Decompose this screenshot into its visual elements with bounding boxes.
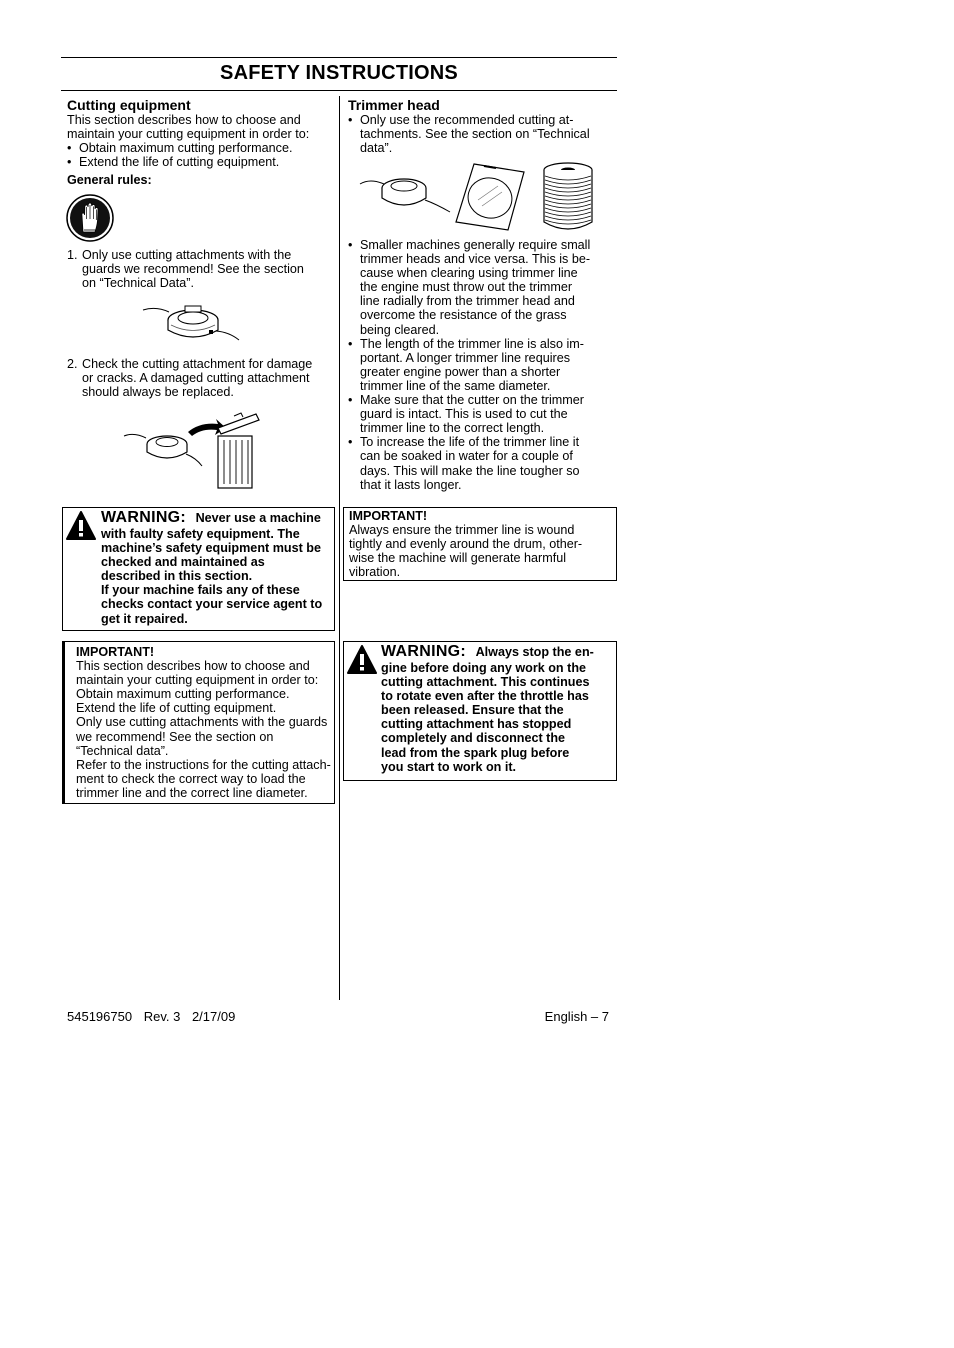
list-item	[67, 357, 335, 399]
important-line: Extend the life of cutting equipment.	[76, 701, 277, 716]
trimmer-head-illustration	[141, 298, 241, 350]
warning-line: lead from the spark plug before	[381, 745, 570, 760]
important-title: IMPORTANT!	[349, 509, 428, 523]
bullet-line: trimmer line to the correct length.	[360, 421, 545, 436]
header-bottom-rule	[61, 90, 617, 91]
bullet-line: line radially from the trimmer head and	[360, 294, 575, 309]
warning-line: gine before doing any work on the	[381, 661, 587, 675]
bullet-line: the engine must throw out the trimmer	[360, 280, 573, 295]
rule-line: Only use cutting attachments with the	[82, 248, 292, 262]
date: 2/17/09	[191, 1009, 236, 1024]
warning-first-line	[381, 643, 615, 661]
important-title: IMPORTANT!	[76, 645, 155, 659]
list-item	[67, 248, 335, 290]
bullet-line: guard is intact. This is used to cut the	[360, 407, 568, 422]
important-line: tightly and evenly around the drum, other-	[349, 537, 583, 552]
bullet-line: that it lasts longer.	[360, 477, 462, 492]
warning-line: completely and disconnect the	[381, 731, 566, 746]
bullet-line: greater engine power than a shorter	[360, 364, 561, 379]
bullet-line: • The length of the trimmer line is also im-	[360, 336, 584, 351]
list-item	[348, 113, 614, 155]
important-line: “Technical data”.	[76, 743, 169, 758]
list-item	[348, 238, 614, 337]
protective-gloves-icon	[66, 194, 114, 242]
trimmer-head-heading: Trimmer head	[348, 97, 440, 113]
trimmer-head-bullets	[348, 238, 614, 492]
warning-label: WARNING:	[101, 509, 187, 526]
warning-content	[101, 509, 333, 626]
warning-line: to rotate even after the throttle has	[381, 689, 589, 704]
important-line: Only use cutting attachments with the guards	[76, 715, 328, 730]
warning-line: get it repaired.	[101, 611, 188, 626]
list-item	[348, 393, 614, 435]
rule-line: on “Technical Data”.	[82, 276, 194, 291]
warning-triangle-icon	[66, 511, 96, 541]
important-line: Always ensure the trimmer line is wound	[349, 523, 575, 538]
bullet-line: data”.	[360, 141, 393, 156]
important-line: vibration.	[349, 565, 401, 580]
cutting-intro	[67, 113, 335, 141]
header-top-rule	[61, 57, 617, 58]
important-line: Refer to the instructions for the cutting attach-	[76, 757, 331, 772]
important-line: This section describes how to choose and	[76, 659, 310, 674]
cutting-intro-line: maintain your cutting equipment in order to:	[67, 127, 310, 142]
bullet-line: being cleared.	[360, 322, 440, 337]
important-content	[76, 645, 334, 800]
trimmer-bullet-list	[348, 238, 614, 492]
important-box-trimmer-line	[343, 507, 617, 581]
warning-line: Never use a machine	[195, 511, 321, 525]
warning-box-stop-engine	[343, 641, 617, 781]
warning-content	[381, 643, 615, 774]
bullet-line: days. This will make the line tougher so	[360, 463, 580, 478]
warning-line: you start to work on it.	[381, 759, 517, 774]
page-number: English – 7	[544, 1009, 609, 1024]
warning-line: been released. Ensure that the	[381, 703, 564, 718]
list-item	[348, 435, 614, 491]
important-line: Obtain maximum cutting performance.	[76, 687, 290, 702]
box-edge	[63, 642, 65, 803]
rule-number: 1.	[67, 248, 78, 262]
trimmer-first-bullet	[348, 113, 614, 155]
warning-label: WARNING:	[381, 643, 467, 660]
warning-line: described in this section.	[101, 569, 253, 584]
list-item: • Extend the life of cutting equipment.	[67, 155, 335, 169]
rule-number: 2.	[67, 357, 78, 371]
cutting-bullets	[67, 141, 335, 169]
important-line: wise the machine will generate harmful	[349, 551, 566, 566]
warning-line: machine’s safety equipment must be	[101, 541, 321, 556]
warning-line: with faulty safety equipment. The	[101, 527, 300, 541]
bullet-line: trimmer line of the same diameter.	[360, 378, 551, 393]
bullet-line: overcome the resistance of the grass	[360, 308, 567, 323]
bullet-line: • Only use the recommended cutting at-	[360, 113, 574, 127]
rule-2	[67, 357, 335, 399]
warning-line: Always stop the en-	[475, 645, 594, 659]
bullet-line: • Smaller machines generally require small	[360, 238, 591, 252]
warning-first-line	[101, 509, 333, 527]
important-box-cutting-equipment	[62, 641, 335, 804]
rule-line: guards we recommend! See the section	[82, 262, 304, 277]
trimmer-attachments-illustration	[358, 160, 598, 234]
bullet-line: • Make sure that the cutter on the trimmer	[360, 393, 584, 408]
warning-line: If your machine fails any of these	[101, 583, 300, 598]
important-line: we recommend! See the section on	[76, 729, 274, 744]
revision: Rev. 3	[143, 1009, 181, 1024]
list-item	[348, 337, 614, 393]
important-line: ment to check the correct way to load the	[76, 771, 306, 786]
general-rules-heading: General rules:	[67, 173, 152, 188]
rule-line: should always be replaced.	[82, 385, 234, 400]
rule-line: or cracks. A damaged cutting attachment	[82, 371, 310, 386]
list-item: • Obtain maximum cutting performance.	[67, 141, 335, 155]
cutting-intro-line: This section describes how to choose and	[67, 113, 301, 127]
important-line: maintain your cutting equipment in order to:	[76, 673, 319, 688]
cutting-equipment-section	[67, 97, 335, 187]
bullet-line: cause when clearing using trimmer line	[360, 266, 578, 281]
page-title: SAFETY INSTRUCTIONS	[220, 62, 458, 84]
warning-line: cutting attachment. This continues	[381, 675, 590, 690]
warning-box-faulty-equipment	[62, 507, 335, 631]
warning-line: cutting attachment has stopped	[381, 717, 572, 732]
bullet-line: tachments. See the section on “Technical	[360, 127, 590, 142]
bullet-line: trimmer heads and vice versa. This is be-	[360, 252, 591, 267]
cutting-equipment-heading: Cutting equipment	[67, 97, 191, 113]
important-content	[349, 509, 615, 579]
bullet-line: can be soaked in water for a couple of	[360, 449, 573, 464]
warning-line: checks contact your service agent to	[101, 597, 323, 612]
trimmer-head-section	[348, 97, 614, 155]
important-line: trimmer line and the correct line diameter.	[76, 785, 308, 800]
column-divider	[339, 96, 340, 1000]
part-number: 545196750	[67, 1009, 133, 1024]
rule-1	[67, 248, 335, 290]
rule-line: Check the cutting attachment for damage	[82, 357, 313, 371]
bullet-line: portant. A longer trimmer line requires	[360, 350, 570, 365]
discard-trimmer-head-illustration	[122, 404, 264, 492]
warning-triangle-icon	[347, 645, 377, 675]
bullet-line: • To increase the life of the trimmer line it	[360, 435, 580, 450]
warning-line: checked and maintained as	[101, 555, 265, 570]
footer-doc-info	[67, 1009, 235, 1024]
